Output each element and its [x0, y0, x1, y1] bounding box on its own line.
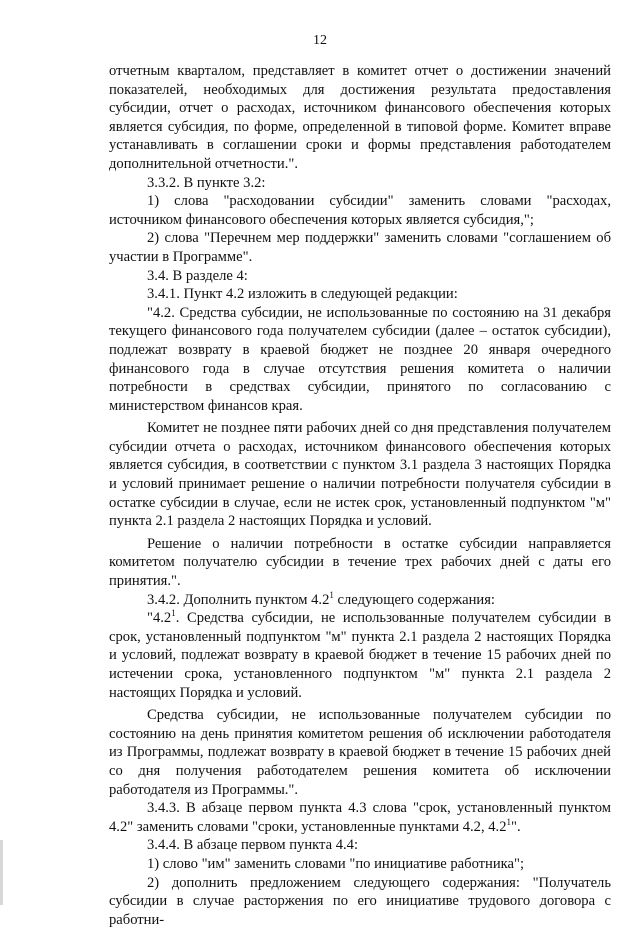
page-number: 12 — [313, 33, 327, 48]
paragraph — [109, 591, 611, 610]
paragraph: отчетным кварталом, представляет в комитет отчет о достижении значений показателей, необходимых для достижения результата предоставления субсидии, отчет о расходах, источником финансового обеспечения которых является субсидия, по форме, определенной в типовой форме. Комитет вправе устанавливать в соглашении сроки и формы представления работодателем дополнительной отчетности.". — [109, 63, 611, 172]
document-body — [109, 62, 611, 929]
paragraph-text: "4.2 — [147, 610, 172, 627]
paragraph: 2) дополнить предложением следующего содержания: "Получатель субсидии в случае расторжения по его инициативе трудового договора с работни- — [109, 874, 611, 928]
paragraph-text: . Средства субсидии, не использованные получателем субсидии в срок, установленный подпунктом "м" пункта 2.1 раздела 2 настоящих Порядка и условий, подлежат возврату в краевой бюджет в течение 15 рабочих дней по истечении срока, установленного подпунктом "м" пункта 2.1 раздела 2 настоящих Порядка и условий. — [109, 610, 611, 701]
paragraph: Комитет не позднее пяти рабочих дней со дня представления получателем субсидии отчета о расходах, источником финансового обеспечения которых является субсидия, в соответствии с пунктом 3.1 раздела 3 настоящих Порядка и условий принимает решение о наличии потребности получателя субсидии в остатке субсидии в случае, если не истек срок, установленный подпунктом "м" пункта 2.1 раздела 2 настоящих Порядка и условий. — [109, 420, 611, 530]
paragraph: 3.4.1. Пункт 4.2 изложить в следующей редакции: — [147, 286, 458, 303]
scan-edge-shadow — [0, 840, 3, 905]
paragraph: "4.2. Средства субсидии, не использованные по состоянию на 31 декабря текущего финансового года получателем субсидии (далее – остаток субсидии), подлежат возврату в краевой бюджет не позднее 20 января очередного финансового года в случае отсутствия решения комитета о наличии потребности в средствах субсидии, принятого по согласованию с министерством финансов края. — [109, 304, 611, 414]
paragraph-text: 3.4.2. Дополнить пунктом 4.2 — [147, 591, 330, 608]
paragraph: Решение о наличии потребности в остатке субсидии направляется комитетом получателю субсидии в течение трех рабочих дней с даты его принятия.". — [109, 535, 611, 590]
paragraph: 3.4.4. В абзаце первом пункта 4.4: — [147, 837, 359, 854]
paragraph: 3.3.2. В пункте 3.2: — [147, 174, 266, 191]
paragraph-text: 3.4.3. В абзаце первом пункта 4.3 слова "срок, установленный пунктом 4.2" заменить словами "сроки, установленные пунктами 4.2, 4.2 — [109, 800, 611, 835]
paragraph-text: следующего содержания: — [333, 591, 495, 608]
paragraph: 1) слова "расходовании субсидии" заменить словами "расходах, источником финансового обеспечения которых является субсидия,"; — [109, 193, 611, 228]
paragraph: Средства субсидии, не использованные получателем субсидии по состоянию на день принятия комитетом решения об исключении работодателя из Программы, подлежат возврату в краевой бюджет в течение 15 рабочих дней со дня получения работодателем решения комитета об исключении работодателя из Программы.". — [109, 707, 611, 798]
paragraph: 3.4. В разделе 4: — [147, 267, 248, 284]
superscript: 1 — [329, 589, 334, 600]
superscript: 1 — [171, 608, 176, 619]
paragraph: 2) слова "Перечнем мер поддержки" заменить словами "соглашением об участии в Программе". — [109, 230, 611, 265]
paragraph — [109, 609, 611, 702]
paragraph-text: ". — [511, 818, 521, 835]
paragraph: 1) слово "им" заменить словами "по инициативе работника"; — [147, 855, 525, 872]
paragraph — [109, 799, 611, 836]
superscript: 1 — [506, 816, 512, 827]
